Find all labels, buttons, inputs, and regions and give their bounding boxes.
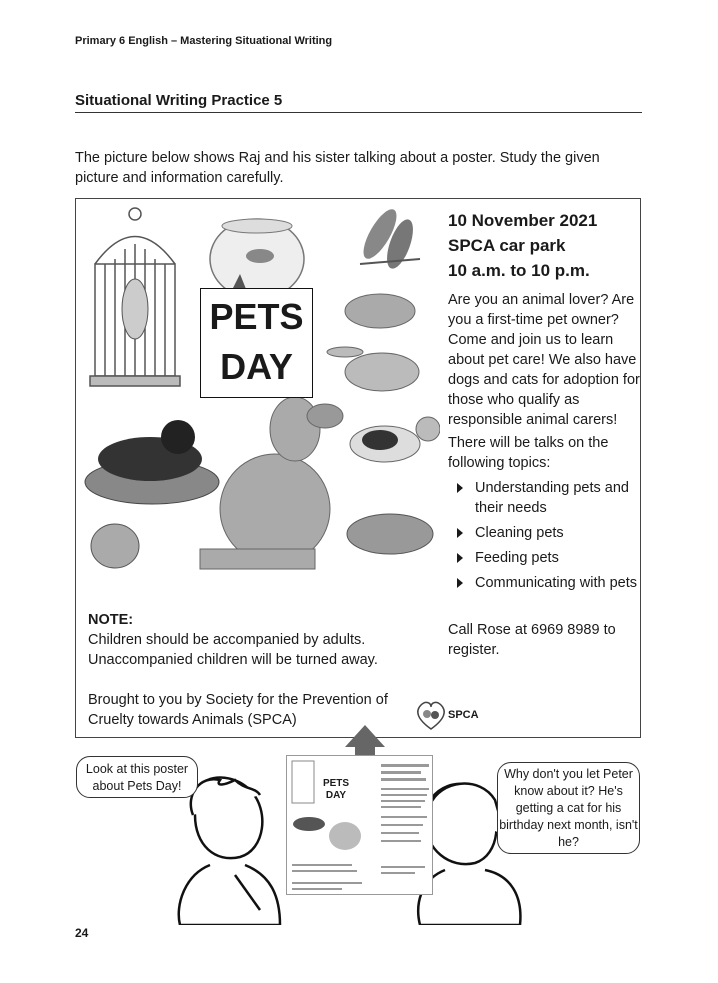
section-title: Situational Writing Practice 5 (75, 92, 283, 109)
cat-in-basket-illustration (85, 420, 219, 504)
pets-day-title-line-2: DAY (220, 346, 293, 387)
hamster-illustration (91, 524, 139, 568)
mini-poster (286, 755, 433, 895)
mini-title-line-2: DAY (325, 790, 347, 801)
spca-logo-text: SPCA (448, 709, 479, 721)
budgies-illustration (357, 205, 420, 272)
note-line-1: Children should be accompanied by adults. (88, 632, 366, 648)
topic-text: Cleaning pets (475, 525, 564, 541)
mini-poster-title (318, 778, 354, 802)
event-venue: SPCA car park (448, 236, 566, 255)
fishbowl-illustration (210, 219, 304, 299)
tabby-cat-illustration (347, 514, 433, 554)
organiser-credit: Brought to you by Society for the Prevention of Cruelty towards Animals (SPCA) (88, 692, 388, 728)
registration-call: Call Rose at 6969 8989 to register. (448, 622, 616, 658)
topic-item (455, 573, 650, 593)
raj-illustration (179, 778, 280, 925)
topic-item (455, 548, 650, 568)
topic-text: Communicating with pets (475, 575, 637, 591)
title-rule (75, 112, 642, 113)
event-date: 10 November 2021 (448, 211, 598, 230)
note-label: NOTE: (88, 612, 134, 628)
mini-poster-art (287, 756, 434, 896)
note-block (88, 610, 428, 670)
topics-list (455, 478, 650, 598)
page-number: 24 (75, 926, 89, 940)
triangle-bullet-icon (457, 528, 463, 538)
cockatoo-illustration (122, 279, 148, 339)
guinea-pig-illustration (345, 294, 415, 328)
rabbit-illustration (327, 347, 419, 391)
pets-day-title (200, 288, 313, 398)
topics-intro: There will be talks on the following topics: (448, 435, 609, 471)
running-header: Primary 6 English – Mastering Situational Writing (75, 35, 333, 47)
note-line-2: Unaccompanied children will be turned away. (88, 652, 378, 668)
triangle-bullet-icon (457, 578, 463, 588)
topic-item (455, 523, 650, 543)
mini-title-line-1: PETS (322, 778, 350, 789)
topic-item (455, 478, 650, 518)
event-time: 10 a.m. to 10 p.m. (448, 261, 590, 280)
golden-retriever-illustration (200, 397, 343, 569)
sister-speech-bubble: Why don't you let Peter know about it? He's getting a cat for his birthday next month, isn't he? (497, 762, 640, 854)
topic-text: Feeding pets (475, 550, 559, 566)
topic-text: Understanding pets and their needs (475, 480, 629, 516)
raj-speech-bubble: Look at this poster about Pets Day! (76, 756, 198, 798)
triangle-bullet-icon (457, 483, 463, 493)
poster-body-text: Are you an animal lover? Are you a first-time pet owner? Come and join us to learn about pet care! We also have dogs and cats for adoption for those who qualify as responsible animal carers! (448, 292, 640, 428)
intro-paragraph: The picture below shows Raj and his sister talking about a poster. Study the given picture and information carefully. (75, 150, 600, 186)
beagle-illustration (350, 417, 440, 462)
triangle-bullet-icon (457, 553, 463, 563)
pets-day-title-line-1: PETS (209, 296, 304, 337)
event-details (448, 208, 597, 283)
